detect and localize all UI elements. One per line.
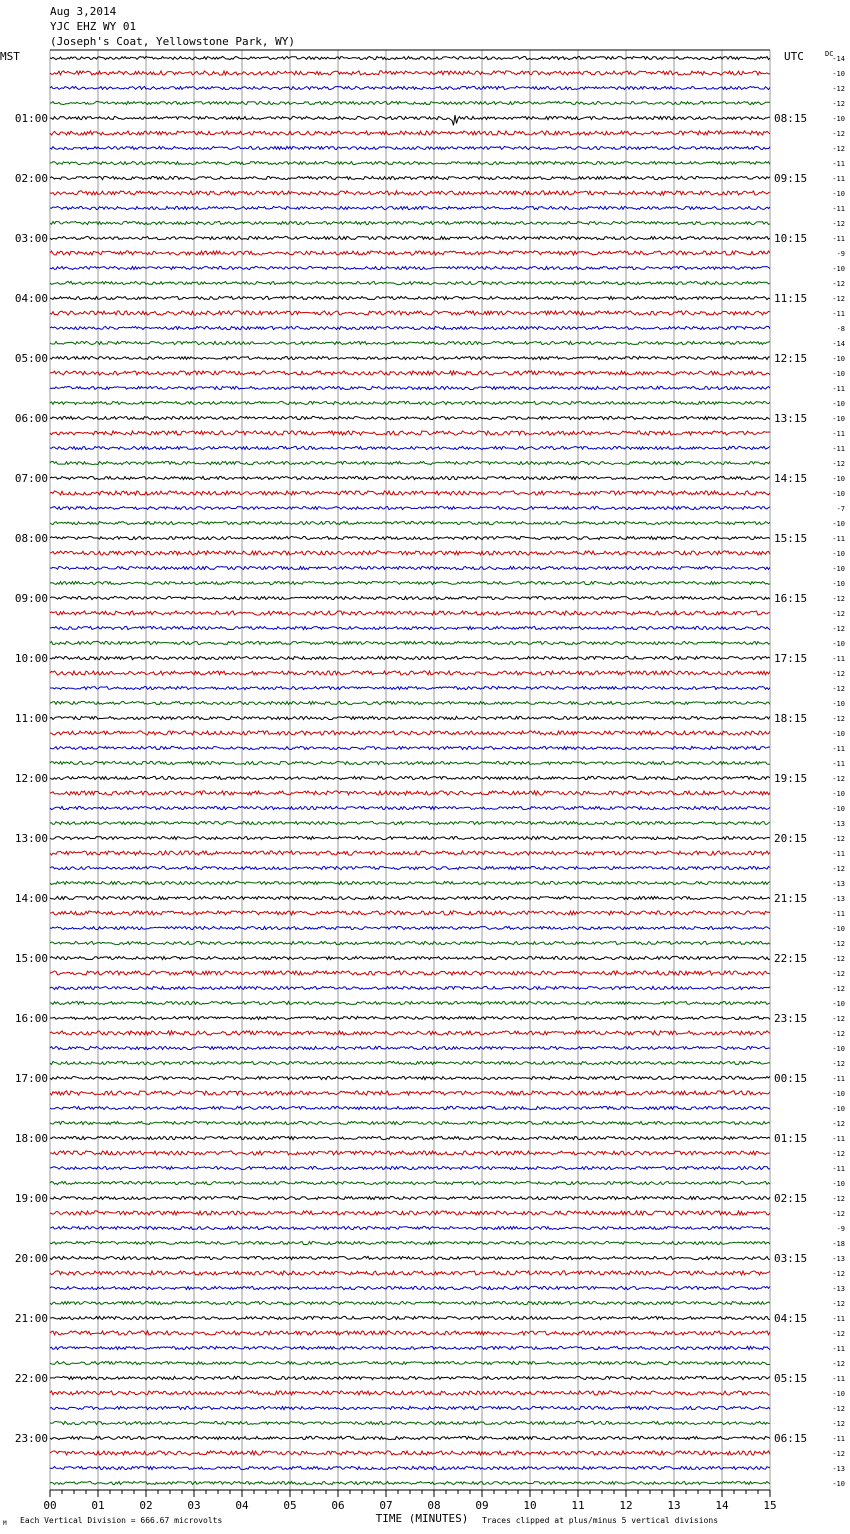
trace-line-2 xyxy=(50,86,770,89)
dc-offset-label: -12 xyxy=(832,295,845,303)
dc-offset-label: -11 xyxy=(832,235,845,243)
trace-line-65 xyxy=(50,1031,770,1035)
trace-line-75 xyxy=(50,1181,770,1184)
x-tick-label: 00 xyxy=(43,1499,57,1512)
trace-line-81 xyxy=(50,1271,770,1275)
hour-label-mst: 12:00 xyxy=(14,772,48,785)
trace-line-42 xyxy=(50,686,770,689)
hour-label-utc: 01:15 xyxy=(774,1132,808,1145)
trace-line-0 xyxy=(50,56,770,59)
trace-line-71 xyxy=(50,1121,770,1124)
dc-offset-label: -10 xyxy=(832,370,845,378)
trace-line-14 xyxy=(50,266,770,269)
trace-line-77 xyxy=(50,1211,770,1215)
trace-line-92 xyxy=(50,1436,770,1439)
trace-line-83 xyxy=(50,1301,770,1304)
trace-line-50 xyxy=(50,806,770,809)
x-tick-label: 07 xyxy=(379,1499,393,1512)
dc-offset-label: -10 xyxy=(832,1045,845,1053)
dc-offset-label: -12 xyxy=(832,1060,845,1068)
dc-offset-label: -11 xyxy=(832,760,845,768)
trace-line-32 xyxy=(50,536,770,539)
dc-offset-label: -12 xyxy=(832,460,845,468)
trace-line-44 xyxy=(50,716,770,719)
dc-offset-label: -12 xyxy=(832,100,845,108)
dc-offset-label: -12 xyxy=(832,1360,845,1368)
trace-line-67 xyxy=(50,1061,770,1064)
dc-offset-label: -11 xyxy=(832,205,845,213)
dc-offset-label: -12 xyxy=(832,625,845,633)
hour-label-mst: 06:00 xyxy=(14,412,48,425)
dc-offset-label: -12 xyxy=(832,595,845,603)
x-tick-label: 12 xyxy=(619,1499,633,1512)
dc-offset-label: -9 xyxy=(836,250,845,258)
trace-line-40 xyxy=(50,656,770,659)
dc-offset-label: -12 xyxy=(832,1015,845,1023)
trace-line-80 xyxy=(50,1256,770,1259)
trace-line-52 xyxy=(50,836,770,839)
trace-line-35 xyxy=(50,581,770,584)
utc-zone-label: UTC xyxy=(784,50,804,63)
dc-offset-label: -10 xyxy=(832,640,845,648)
dc-offset-label: -13 xyxy=(832,895,845,903)
trace-line-90 xyxy=(50,1406,770,1409)
hour-label-utc: 02:15 xyxy=(774,1192,808,1205)
hour-label-mst: 15:00 xyxy=(14,952,48,965)
trace-line-53 xyxy=(50,851,770,855)
trace-line-85 xyxy=(50,1331,770,1335)
dc-offset-label: -14 xyxy=(832,55,845,63)
dc-offset-label: -12 xyxy=(832,715,845,723)
x-tick-label: 03 xyxy=(187,1499,201,1512)
trace-line-6 xyxy=(50,146,770,149)
dc-offset-label: -11 xyxy=(832,445,845,453)
dc-offset-label: -12 xyxy=(832,1450,845,1458)
x-tick-label: 10 xyxy=(523,1499,537,1512)
trace-line-20 xyxy=(50,356,770,359)
trace-line-4 xyxy=(50,115,770,125)
trace-line-63 xyxy=(50,1001,770,1004)
dc-offset-label: -10 xyxy=(832,1090,845,1098)
trace-line-38 xyxy=(50,626,770,629)
trace-line-49 xyxy=(50,791,770,795)
dc-offset-label: -11 xyxy=(832,1345,845,1353)
trace-line-18 xyxy=(50,326,770,329)
trace-line-54 xyxy=(50,866,770,869)
hour-label-mst: 04:00 xyxy=(14,292,48,305)
hour-label-utc: 20:15 xyxy=(774,832,808,845)
trace-line-73 xyxy=(50,1151,770,1155)
dc-offset-label: -11 xyxy=(832,535,845,543)
trace-line-31 xyxy=(50,521,770,524)
trace-line-23 xyxy=(50,401,770,404)
dc-offset-label: -12 xyxy=(832,955,845,963)
hour-label-mst: 01:00 xyxy=(14,112,48,125)
dc-offset-label: -13 xyxy=(832,1285,845,1293)
dc-offset-label: -10 xyxy=(832,1180,845,1188)
trace-line-9 xyxy=(50,191,770,195)
mst-zone-label: MST xyxy=(0,50,20,63)
dc-offset-label: -18 xyxy=(832,1240,845,1248)
hour-label-mst: 08:00 xyxy=(14,532,48,545)
dc-offset-label: -10 xyxy=(832,265,845,273)
hour-label-utc: 03:15 xyxy=(774,1252,808,1265)
dc-offset-label: -10 xyxy=(832,550,845,558)
trace-line-76 xyxy=(50,1196,770,1199)
hour-label-mst: 23:00 xyxy=(14,1432,48,1445)
hour-label-utc: 09:15 xyxy=(774,172,808,185)
dc-offset-label: -12 xyxy=(832,1120,845,1128)
dc-offset-label: -10 xyxy=(832,565,845,573)
trace-line-88 xyxy=(50,1376,770,1379)
dc-offset-label: -10 xyxy=(832,730,845,738)
hour-label-utc: 22:15 xyxy=(774,952,808,965)
dc-offset-label: -12 xyxy=(832,1150,845,1158)
x-tick-label: 14 xyxy=(715,1499,729,1512)
hour-label-utc: 11:15 xyxy=(774,292,808,305)
trace-line-7 xyxy=(50,161,770,164)
dc-offset-label: -10 xyxy=(832,115,845,123)
hour-label-mst: 07:00 xyxy=(14,472,48,485)
hour-label-utc: 13:15 xyxy=(774,412,808,425)
dc-offset-label: -11 xyxy=(832,850,845,858)
dc-offset-label: -10 xyxy=(832,70,845,78)
location-label: (Joseph's Coat, Yellowstone Park, WY) xyxy=(50,35,296,48)
dc-offset-label: -9 xyxy=(836,1225,845,1233)
dc-offset-label: -11 xyxy=(832,160,845,168)
dc-offset-label: -10 xyxy=(832,475,845,483)
trace-line-3 xyxy=(50,101,770,104)
dc-offset-label: -10 xyxy=(832,355,845,363)
hour-label-utc: 04:15 xyxy=(774,1312,808,1325)
dc-offset-label: -11 xyxy=(832,745,845,753)
hour-label-utc: 06:15 xyxy=(774,1432,808,1445)
dc-offset-label: -12 xyxy=(832,220,845,228)
hour-label-mst: 11:00 xyxy=(14,712,48,725)
dc-offset-label: -10 xyxy=(832,1000,845,1008)
trace-line-79 xyxy=(50,1241,770,1244)
hour-label-mst: 22:00 xyxy=(14,1372,48,1385)
trace-line-29 xyxy=(50,491,770,495)
dc-offset-label: -12 xyxy=(832,610,845,618)
dc-offset-label: -11 xyxy=(832,1135,845,1143)
hour-label-utc: 15:15 xyxy=(774,532,808,545)
trace-line-36 xyxy=(50,596,770,599)
trace-line-60 xyxy=(50,956,770,959)
trace-line-41 xyxy=(50,671,770,675)
dc-offset-label: -10 xyxy=(832,790,845,798)
dc-offset-label: -12 xyxy=(832,865,845,873)
x-tick-label: 02 xyxy=(139,1499,153,1512)
dc-offset-label: -10 xyxy=(832,400,845,408)
dc-offset-label: -12 xyxy=(832,1300,845,1308)
trace-line-51 xyxy=(50,821,770,824)
date-label: Aug 3,2014 xyxy=(50,5,117,18)
hour-label-mst: 05:00 xyxy=(14,352,48,365)
trace-line-33 xyxy=(50,551,770,555)
trace-line-58 xyxy=(50,926,770,929)
dc-offset-label: -11 xyxy=(832,1315,845,1323)
x-tick-label: 01 xyxy=(91,1499,105,1512)
dc-offset-label: -12 xyxy=(832,280,845,288)
trace-line-68 xyxy=(50,1076,770,1079)
trace-line-93 xyxy=(50,1451,770,1455)
trace-line-84 xyxy=(50,1316,770,1319)
dc-offset-label: -10 xyxy=(832,925,845,933)
hour-label-mst: 09:00 xyxy=(14,592,48,605)
trace-line-74 xyxy=(50,1166,770,1169)
trace-line-64 xyxy=(50,1016,770,1019)
hour-label-utc: 08:15 xyxy=(774,112,808,125)
hour-label-mst: 16:00 xyxy=(14,1012,48,1025)
dc-offset-label: -12 xyxy=(832,1270,845,1278)
dc-offset-label: -12 xyxy=(832,670,845,678)
hour-label-utc: 18:15 xyxy=(774,712,808,725)
dc-offset-label: -13 xyxy=(832,820,845,828)
dc-offset-label: -12 xyxy=(832,85,845,93)
trace-line-46 xyxy=(50,746,770,749)
trace-line-47 xyxy=(50,761,770,764)
trace-line-26 xyxy=(50,446,770,449)
x-tick-label: 11 xyxy=(571,1499,585,1512)
trace-line-70 xyxy=(50,1106,770,1109)
hour-label-mst: 21:00 xyxy=(14,1312,48,1325)
trace-line-78 xyxy=(50,1226,770,1229)
corner-mark: M xyxy=(3,1520,7,1527)
dc-offset-label: -11 xyxy=(832,310,845,318)
x-tick-label: 09 xyxy=(475,1499,489,1512)
dc-offset-label: -12 xyxy=(832,775,845,783)
dc-offset-label: -12 xyxy=(832,970,845,978)
trace-line-25 xyxy=(50,431,770,435)
dc-offset-label: -12 xyxy=(832,1030,845,1038)
hour-label-mst: 19:00 xyxy=(14,1192,48,1205)
dc-offset-label: -12 xyxy=(832,130,845,138)
trace-line-95 xyxy=(50,1481,770,1484)
trace-line-5 xyxy=(50,131,770,135)
vertical-division-note: Each Vertical Division = 666.67 microvolts xyxy=(20,1516,223,1525)
dc-offset-label: -11 xyxy=(832,1165,845,1173)
dc-offset-label: -8 xyxy=(836,325,845,333)
station-label: YJC EHZ WY 01 xyxy=(50,20,137,33)
dc-offset-label: -10 xyxy=(832,1390,845,1398)
trace-line-66 xyxy=(50,1046,770,1049)
dc-offset-label: -11 xyxy=(832,655,845,663)
hour-label-mst: 18:00 xyxy=(14,1132,48,1145)
hour-label-mst: 03:00 xyxy=(14,232,48,245)
dc-offset-label: -11 xyxy=(832,1075,845,1083)
dc-offset-label: -12 xyxy=(832,1210,845,1218)
dc-offset-label: -10 xyxy=(832,1480,845,1488)
hour-label-mst: 14:00 xyxy=(14,892,48,905)
trace-line-30 xyxy=(50,506,770,509)
clip-note: Traces clipped at plus/minus 5 vertical divisions xyxy=(482,1516,719,1525)
dc-offset-label: -10 xyxy=(832,1105,845,1113)
dc-offset-label: -10 xyxy=(832,415,845,423)
dc-offset-label: -10 xyxy=(832,520,845,528)
trace-line-22 xyxy=(50,386,770,389)
dc-offset-label: -7 xyxy=(836,505,845,513)
trace-line-13 xyxy=(50,251,770,255)
trace-line-15 xyxy=(50,281,770,284)
trace-line-45 xyxy=(50,731,770,735)
dc-offset-label: -12 xyxy=(832,1195,845,1203)
dc-offset-label: -11 xyxy=(832,1375,845,1383)
hour-label-utc: 19:15 xyxy=(774,772,808,785)
trace-line-24 xyxy=(50,416,770,419)
dc-offset-label: -11 xyxy=(832,1435,845,1443)
hour-label-utc: 23:15 xyxy=(774,1012,808,1025)
hour-label-mst: 13:00 xyxy=(14,832,48,845)
trace-line-59 xyxy=(50,941,770,944)
trace-line-37 xyxy=(50,611,770,615)
dc-offset-label: -11 xyxy=(832,910,845,918)
dc-offset-label: -11 xyxy=(832,175,845,183)
trace-line-94 xyxy=(50,1466,770,1469)
dc-offset-label: -12 xyxy=(832,985,845,993)
trace-line-48 xyxy=(50,776,770,779)
trace-line-27 xyxy=(50,461,770,464)
trace-line-10 xyxy=(50,206,770,209)
trace-line-43 xyxy=(50,701,770,704)
hour-label-mst: 20:00 xyxy=(14,1252,48,1265)
trace-line-57 xyxy=(50,911,770,915)
trace-line-17 xyxy=(50,311,770,315)
trace-line-87 xyxy=(50,1361,770,1364)
x-axis-title: TIME (MINUTES) xyxy=(375,1512,469,1525)
hour-label-utc: 12:15 xyxy=(774,352,808,365)
hour-label-utc: 16:15 xyxy=(774,592,808,605)
trace-line-19 xyxy=(50,341,770,344)
trace-line-82 xyxy=(50,1286,770,1289)
trace-line-91 xyxy=(50,1421,770,1424)
dc-offset-label: -12 xyxy=(832,145,845,153)
trace-line-69 xyxy=(50,1091,770,1095)
trace-line-56 xyxy=(50,896,770,899)
trace-line-72 xyxy=(50,1136,770,1139)
dc-offset-label: -12 xyxy=(832,1330,845,1338)
trace-line-55 xyxy=(50,881,770,884)
trace-line-61 xyxy=(50,971,770,975)
trace-line-12 xyxy=(50,236,770,239)
trace-line-34 xyxy=(50,566,770,569)
dc-offset-label: -13 xyxy=(832,1255,845,1263)
hour-label-utc: 05:15 xyxy=(774,1372,808,1385)
x-tick-label: 05 xyxy=(283,1499,297,1512)
hour-label-mst: 02:00 xyxy=(14,172,48,185)
dc-offset-label: -10 xyxy=(832,805,845,813)
dc-offset-label: -11 xyxy=(832,430,845,438)
dc-header-label: DC xyxy=(825,50,834,58)
trace-line-21 xyxy=(50,371,770,375)
dc-offset-label: -10 xyxy=(832,580,845,588)
dc-offset-label: -14 xyxy=(832,340,845,348)
hour-label-utc: 21:15 xyxy=(774,892,808,905)
trace-line-8 xyxy=(50,176,770,179)
trace-line-1 xyxy=(50,71,770,75)
dc-offset-label: -12 xyxy=(832,685,845,693)
x-tick-label: 06 xyxy=(331,1499,345,1512)
dc-offset-label: -12 xyxy=(832,940,845,948)
dc-offset-label: -10 xyxy=(832,190,845,198)
hour-label-utc: 10:15 xyxy=(774,232,808,245)
hour-label-utc: 00:15 xyxy=(774,1072,808,1085)
hour-label-mst: 10:00 xyxy=(14,652,48,665)
trace-line-16 xyxy=(50,296,770,299)
trace-line-89 xyxy=(50,1391,770,1395)
dc-offset-label: -12 xyxy=(832,1405,845,1413)
x-tick-label: 08 xyxy=(427,1499,441,1512)
hour-label-mst: 17:00 xyxy=(14,1072,48,1085)
dc-offset-label: -11 xyxy=(832,385,845,393)
dc-offset-label: -10 xyxy=(832,490,845,498)
trace-line-62 xyxy=(50,986,770,989)
trace-line-39 xyxy=(50,641,770,644)
dc-offset-label: -12 xyxy=(832,1420,845,1428)
hour-label-utc: 17:15 xyxy=(774,652,808,665)
dc-offset-label: -12 xyxy=(832,835,845,843)
x-tick-label: 15 xyxy=(763,1499,777,1512)
x-tick-label: 04 xyxy=(235,1499,249,1512)
trace-line-28 xyxy=(50,476,770,479)
trace-line-86 xyxy=(50,1346,770,1349)
hour-label-utc: 14:15 xyxy=(774,472,808,485)
trace-line-11 xyxy=(50,221,770,224)
x-tick-label: 13 xyxy=(667,1499,681,1512)
dc-offset-label: -13 xyxy=(832,880,845,888)
dc-offset-label: -10 xyxy=(832,700,845,708)
dc-offset-label: -13 xyxy=(832,1465,845,1473)
